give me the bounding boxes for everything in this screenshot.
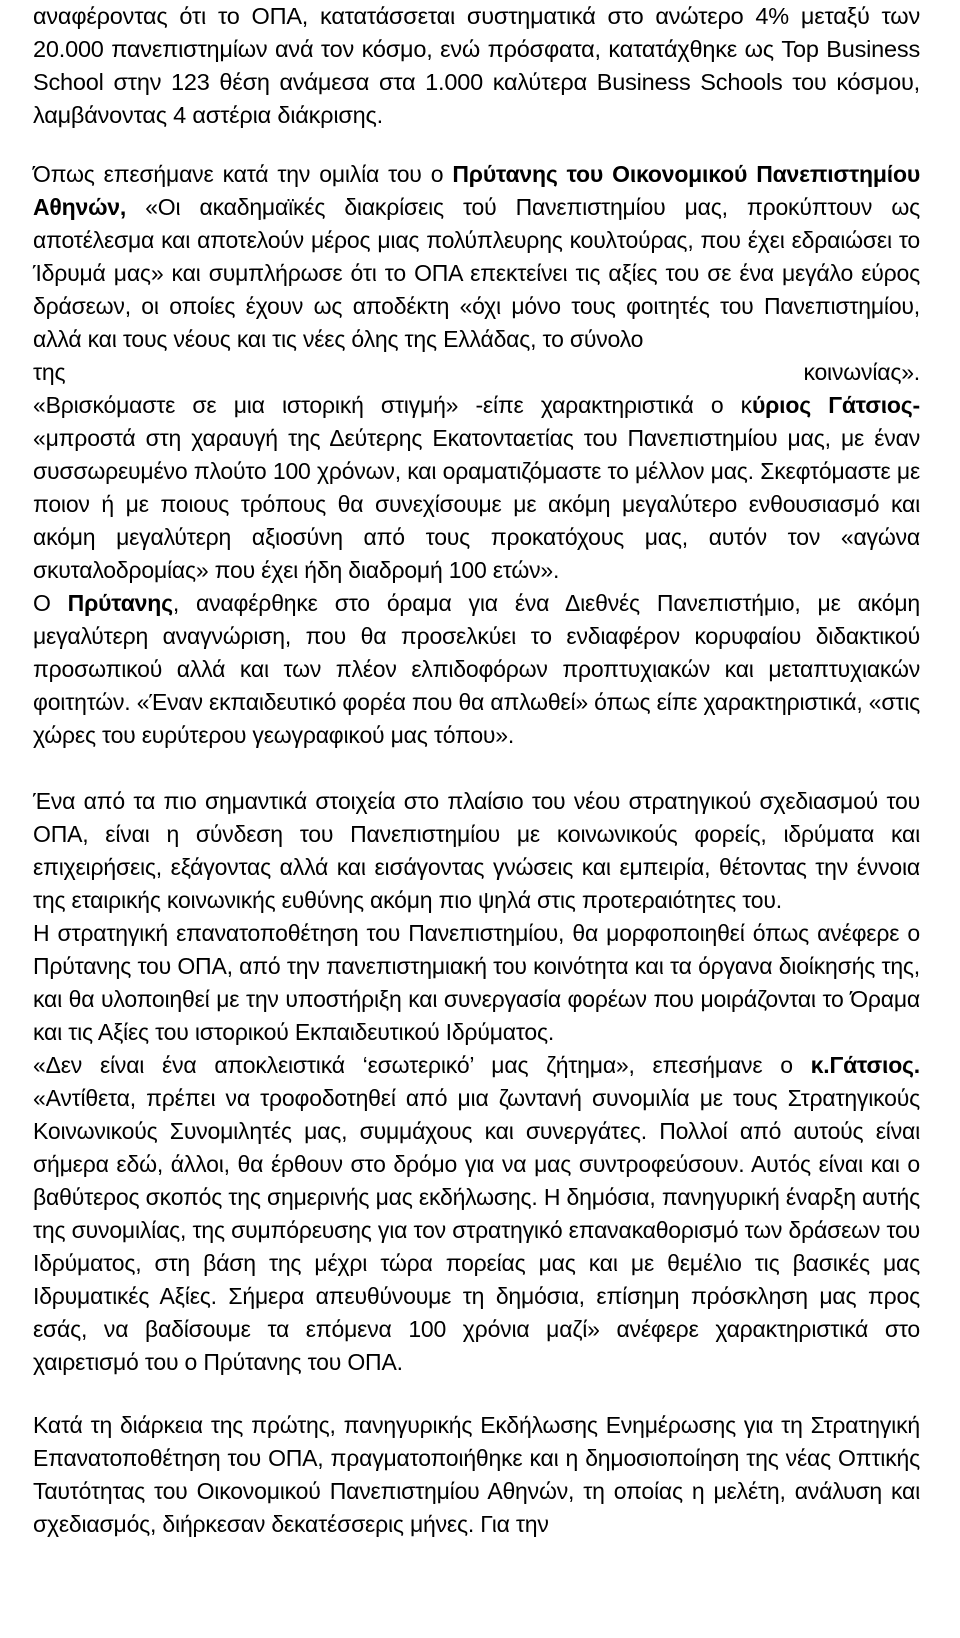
paragraph-dialogue-body: «Αντίθετα, πρέπει να τροφοδοτηθεί από μια ζωντανή συνομιλία με τους Στρατηγικούς Κοινωνικούς Συνομιλητές μας, συμμάχους και συνεργάτες. Πολλοί από αυτούς είναι σήμερα εδώ, άλλοι, θα έρθουν στο δρόμο για να μας συντροφεύσουν. Αυτός είναι και ο βαθύτερος σκοπός της σημερινής μας εκδήλωσης. Η δημόσια, πανηγυρική έναρξη αυτής της συνομιλίας, της συμπόρευσης για τον στρατηγικό επανακαθορισμό των δράσεων του Ιδρύματος, στη βάση της μέχρι τώρα πορείας μας και με θεμέλιο τις βασικές μας Ιδρυματικές Αξίες. Σήμερα απευθύνουμε τη δημόσια, επίσημη πρόσκληση μας προς εσάς, να βαδίσουμε τα επόμενα 100 χρόνια μαζί» ανέφερε χαρακτηριστικά στο χαιρετισμό του ο Πρύτανης του ΟΠΑ.	[33, 1085, 920, 1375]
paragraph-historic-moment	[33, 389, 920, 587]
last-line-right: κοινωνίας».	[803, 359, 920, 385]
paragraph-visual-identity: Κατά τη διάρκεια της πρώτης, πανηγυρικής Εκδήλωσης Ενημέρωσης για τη Στρατηγική Επανατοποθέτηση του ΟΠΑ, πραγματοποιήθηκε και η δημοσιοποίηση της νέας Οπτικής Ταυτότητας του Οικονομικού Πανεπιστημίου Αθηνών, τη οποίας η μελέτη, ανάλυση και σχεδιασμός, διήρκεσαν δεκατέσσερις μήνες. Για την	[33, 1412, 920, 1537]
last-line-left: της	[33, 359, 66, 385]
paragraph-rector-quote	[33, 158, 920, 389]
paragraph-spacer	[33, 1379, 920, 1409]
paragraph-international-vision-intro: Ο	[33, 590, 68, 616]
justified-last-line	[33, 356, 920, 389]
paragraph-ranking: αναφέροντας ότι το ΟΠΑ, κατατάσσεται συστηματικά στο ανώτερο 4% μεταξύ των 20.000 πανεπιστημίων ανά τον κόσμο, ενώ πρόσφατα, κατατάχθηκε ως Top Business School στην 123 θέση ανάμεσα στα 1.000 καλύτερα Business Schools του κόσμου, λαμβάνοντας 4 αστέρια διάκρισης.	[33, 3, 920, 128]
paragraph-spacer	[33, 752, 920, 785]
rector-bold: Πρύτανης	[67, 590, 173, 616]
paragraph-strategic-repositioning: Η στρατηγική επανατοποθέτηση του Πανεπιστημίου, θα μορφοποιηθεί όπως ανέφερε ο Πρύτανης του ΟΠΑ, από την πανεπιστημιακή του κοινότητα και τα όργανα διοίκησής της, και θα υλοποιηθεί με την υποστήριξη και συνεργασία φορέων που μοιράζονται το Όραμα και τις Αξίες του ιστορικού Εκπαιδευτικού Ιδρύματος.	[33, 920, 920, 1045]
paragraph-rector-quote-body: «Οι ακαδημαϊκές διακρίσεις τού Πανεπιστημίου μας, προκύπτουν ως αποτέλεσμα και αποτελούν μέρος μιας πολύπλευρης κουλτούρας, που έχει εδραιώσει το Ίδρυμά μας» και συμπλήρωσε ότι το ΟΠΑ επεκτείνει τις αξίες του σε ένα μεγάλο εύρος δράσεων, οι οποίες έχουν ως αποδέκτη «όχι μόνο τους φοιτητές του Πανεπιστημίου, αλλά και τους νέους και τις νέες όλης της Ελλάδας, το σύνολο	[33, 194, 920, 352]
paragraph-dialogue-intro: «Δεν είναι ένα αποκλειστικά ‘εσωτερικό’ μας ζήτημα», επεσήμανε ο	[33, 1052, 811, 1078]
paragraph-spacer	[33, 132, 920, 158]
paragraph-historic-moment-intro: «Βρισκόμαστε σε μια ιστορική στιγμή» -είπε χαρακτηριστικά ο κ	[33, 392, 752, 418]
paragraph-social-connection: Ένα από τα πιο σημαντικά στοιχεία στο πλαίσιο του νέου στρατηγικού σχεδιασμού του ΟΠΑ, είναι η σύνδεση του Πανεπιστημίου με κοινωνικούς φορείς, ιδρύματα και επιχειρήσεις, εξάγοντας αλλά και εισάγοντας γνώσεις και εμπειρία, θέτοντας την έννοια της εταιρικής κοινωνικής ευθύνης ακόμη πιο ψηλά στις προτεραιότητες του.	[33, 788, 920, 913]
gatsios-bold: κ.Γάτσιος.	[810, 1052, 920, 1078]
rector-title-bold: Πρύτανης του Οικονομικού Πανεπιστημίου Αθηνών,	[33, 161, 921, 220]
gatsios-name-bold: ύριος Γάτσιος-	[751, 392, 920, 418]
paragraph-dialogue	[33, 1049, 920, 1379]
paragraph-historic-moment-body: «μπροστά στη χαραυγή της Δεύτερης Εκατονταετίας του Πανεπιστημίου μας, με έναν συσσωρευμένο πλούτο 100 χρόνων, και οραματιζόμαστε το μέλλον μας. Σκεφτόμαστε με ποιον ή με ποιους τρόπους θα συνεχίσουμε με ακόμη μεγαλύτερο ενθουσιασμό και ακόμη μεγαλύτερη αξιοσύνη από τους προκατόχους μας, αυτόν τον «αγώνα σκυταλοδρομίας» που έχει ήδη διαδρομή 100 ετών».	[33, 425, 920, 583]
paragraph-international-vision-body: , αναφέρθηκε στο όραμα για ένα Διεθνές Πανεπιστήμιο, με ακόμη μεγαλύτερη αναγνώριση, που θα προσελκύει το ενδιαφέρον κορυφαίου διδακτικού προσωπικού αλλά και των πλέον ελπιδοφόρων προπτυχιακών και μεταπτυχιακών φοιτητών. «Έναν εκπαιδευτικό φορέα που θα απλωθεί» όπως είπε χαρακτηριστικά, «στις χώρες του ευρύτερου γεωγραφικού μας τόπου».	[33, 590, 920, 748]
paragraph-international-vision	[33, 587, 920, 752]
paragraph-rector-quote-intro: Όπως επεσήμανε κατά την ομιλία του ο	[33, 161, 453, 187]
